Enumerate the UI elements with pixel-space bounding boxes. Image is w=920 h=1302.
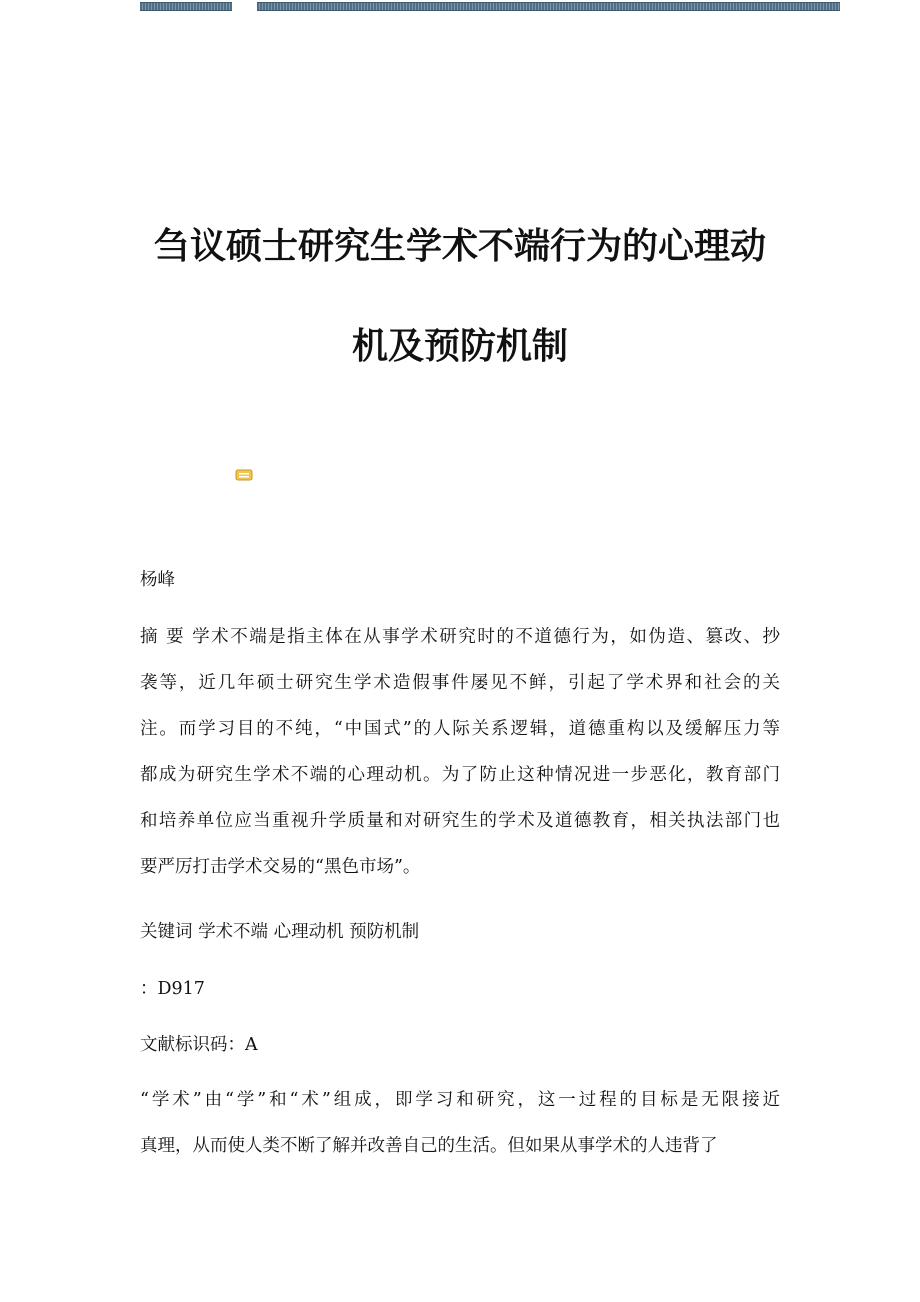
- author-text: 杨峰: [140, 570, 175, 590]
- abstract-line: 注。而学习目的不纯，“中国式”的人际关系逻辑，道德重构以及缓解压力等: [140, 719, 780, 739]
- abstract-line: 和培养单位应当重视升学质量和对研究生的学术及道德教育，相关执法部门也: [140, 811, 780, 831]
- body-paragraph: [140, 1085, 780, 1161]
- abstract-paragraph: [140, 622, 780, 882]
- document-code-text: 文献标识码：A: [140, 1035, 258, 1055]
- abstract-line: 要严厉打击学术交易的“黑色市场”。: [140, 857, 421, 877]
- divider-ornament-icon: [235, 469, 253, 481]
- classification-text: ：D917: [140, 979, 205, 999]
- document-code: [140, 1030, 780, 1060]
- body-line: 真理，从而使人类不断了解并改善自己的生活。但如果从事学术的人违背了: [140, 1136, 718, 1156]
- abstract-line: 摘 要 学术不端是指主体在从事学术研究时的不道德行为，如伪造、篡改、抄: [140, 627, 780, 647]
- title-divider-left: [140, 2, 232, 11]
- abstract-line: 袭等，近几年硕士研究生学术造假事件屡见不鲜，引起了学术界和社会的关: [140, 673, 780, 693]
- page-title-line-2: 机及预防机制: [351, 326, 568, 367]
- classification-number: [140, 974, 780, 1004]
- keywords-text: 关键词 学术不端 心理动机 预防机制: [140, 922, 420, 942]
- abstract-line: 都成为研究生学术不端的心理动机。为了防止这种情况进一步恶化，教育部门: [140, 765, 780, 785]
- title-divider-right: [257, 2, 840, 11]
- author-name: [140, 565, 780, 595]
- page-title-line-1: 刍议硕士研究生学术不端行为的心理动: [153, 226, 766, 267]
- keywords: [140, 917, 780, 947]
- body-line: “学术”由“学”和“术”组成，即学习和研究，这一过程的目标是无限接近: [140, 1090, 780, 1110]
